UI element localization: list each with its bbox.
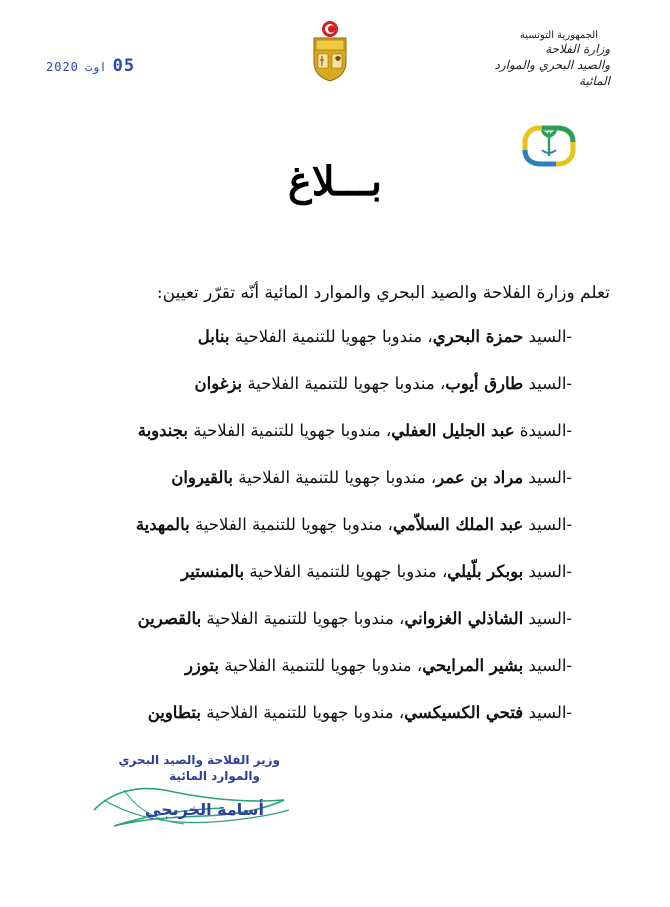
honorific: -السيدة bbox=[519, 421, 572, 440]
appointment-region: بالقيروان bbox=[171, 468, 233, 487]
appointment-region: بتطاوين bbox=[147, 703, 201, 722]
appointment-region: بنابل bbox=[197, 327, 230, 346]
signatory-name: أسامة الخريجي bbox=[144, 800, 264, 819]
honorific: -السيد bbox=[528, 609, 572, 628]
page-title: بـــلاغ bbox=[287, 158, 383, 205]
republic-name: الجمهورية التونسية bbox=[519, 30, 598, 41]
appointment-role: ، مندوبا جهويا للتنمية الفلاحية bbox=[238, 468, 437, 487]
appointment-item bbox=[72, 322, 572, 369]
appointment-item bbox=[72, 416, 572, 463]
signatory-title: وزير الفلاحة والصيد البحري bbox=[118, 753, 280, 767]
stamp-day: 05 bbox=[112, 56, 136, 76]
appointment-item bbox=[72, 510, 572, 557]
stamp-year: 2020 bbox=[46, 60, 79, 74]
stamp-month: اوت bbox=[84, 60, 107, 74]
honorific: -السيد bbox=[528, 327, 572, 346]
appointee-name: الشاذلي الغزواني bbox=[404, 609, 524, 628]
appointee-name: عبد الجليل العفلي bbox=[391, 421, 515, 440]
ministry-header bbox=[460, 30, 610, 89]
appointment-region: بالمنستير bbox=[181, 562, 245, 581]
appointee-name: طارق أيوب bbox=[445, 374, 524, 393]
date-stamp bbox=[46, 56, 135, 76]
appointee-name: فتحي الكسيكسي bbox=[404, 703, 524, 722]
appointment-role: ، مندوبا جهويا للتنمية الفلاحية bbox=[234, 327, 433, 346]
appointment-region: بالمهدية bbox=[135, 515, 190, 534]
appointment-role: ، مندوبا جهويا للتنمية الفلاحية bbox=[193, 421, 392, 440]
ministry-name-line2: والصيد البحري والموارد المائية bbox=[494, 58, 610, 88]
honorific: -السيد bbox=[528, 656, 572, 675]
appointment-role: ، مندوبا جهويا للتنمية الفلاحية bbox=[194, 515, 393, 534]
appointment-region: بجندوبة bbox=[137, 421, 189, 440]
intro-paragraph: تعلم وزارة الفلاحة والصيد البحري والموارد المائية أنّه تقرّر تعيين: bbox=[156, 283, 610, 303]
signatory-title-line2: والموارد المائية bbox=[169, 769, 260, 783]
appointment-role: ، مندوبا جهويا للتنمية الفلاحية bbox=[247, 374, 446, 393]
appointment-role: ، مندوبا جهويا للتنمية الفلاحية bbox=[206, 703, 405, 722]
appointee-name: مراد بن عمر bbox=[436, 468, 524, 487]
honorific: -السيد bbox=[528, 562, 572, 581]
appointments-list bbox=[72, 322, 572, 745]
appointee-name: بوبكر بلّيلي bbox=[447, 562, 524, 581]
appointment-role: ، مندوبا جهويا للتنمية الفلاحية bbox=[224, 656, 423, 675]
appointee-name: عبد الملك السلاّمي bbox=[392, 515, 524, 534]
honorific: -السيد bbox=[528, 703, 572, 722]
appointment-item bbox=[72, 369, 572, 416]
appointment-item bbox=[72, 604, 572, 651]
ministry-name-line1: وزارة الفلاحة bbox=[545, 42, 610, 56]
honorific: -السيد bbox=[528, 515, 572, 534]
appointment-role: ، مندوبا جهويا للتنمية الفلاحية bbox=[206, 609, 405, 628]
appointment-item bbox=[72, 463, 572, 510]
appointment-item bbox=[72, 651, 572, 698]
appointment-item bbox=[72, 698, 572, 745]
appointment-region: بتوزر bbox=[184, 656, 219, 675]
honorific: -السيد bbox=[528, 374, 572, 393]
appointment-region: بالقصرين bbox=[137, 609, 202, 628]
coat-of-arms-icon bbox=[308, 20, 352, 82]
appointee-name: بشير المرايحي bbox=[422, 656, 524, 675]
signature-block bbox=[80, 752, 280, 819]
appointment-region: بزغوان bbox=[194, 374, 243, 393]
appointee-name: حمزة البحري bbox=[432, 327, 524, 346]
honorific: -السيد bbox=[528, 468, 572, 487]
appointment-item bbox=[72, 557, 572, 604]
appointment-role: ، مندوبا جهويا للتنمية الفلاحية bbox=[249, 562, 448, 581]
